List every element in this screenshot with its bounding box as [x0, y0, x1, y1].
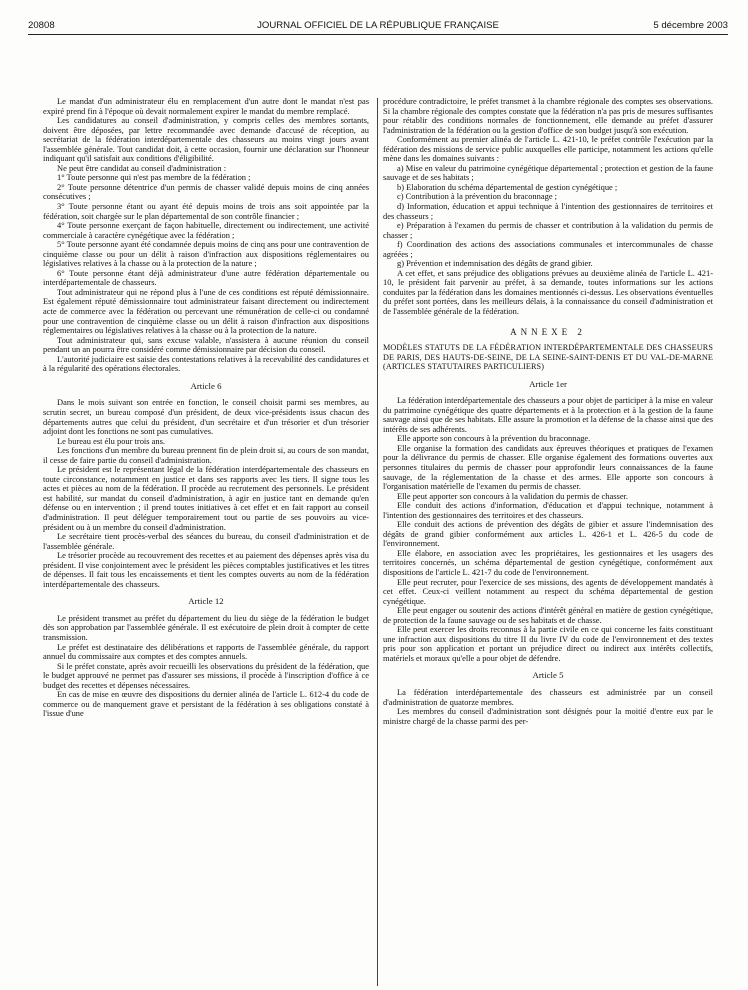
paragraph: c) Contribution à la prévention du braconnage ; [397, 191, 558, 202]
column-divider [377, 98, 378, 986]
paragraph: Elle peut recruter, pour l'exercice de ses missions, des agents de développement mandatés à cet effet. Ceux-ci veillent notamment au respect du schéma départemental de gestion cynégétique. [383, 576, 713, 606]
paragraph: Elle élabore, en association avec les propriétaires, les gestionnaires et les usagers des territoires concernés, un schéma départemental de gestion cynégétique, conformément aux dispositions de l'article L. 421-7 du code de l'environnement. [383, 547, 713, 578]
paragraph: 5° Toute personne ayant été condamnée depuis moins de cinq ans pour une contravention de cinquième classe ou pour un délit à raison d'infraction aux dispositions réglementaires ou législatives relatives à la chasse ou à la protection de la nature ; [43, 239, 369, 269]
paragraph: a) Mise en valeur du patrimoine cynégétique départemental ; protection et gestion de la faune sauvage et de ses habitats ; [383, 162, 713, 183]
paragraph: 1° Toute personne qui n'est pas membre de la fédération ; [57, 172, 251, 183]
paragraph: Elle conduit des actions de prévention des dégâts de gibier et assure l'indemnisation des dégâts de grand gibier conformément aux articles L. 426-1 et L. 426-5 du code de l'environnement. [383, 519, 713, 549]
paragraph: 3° Toute personne étant ou ayant été depuis moins de trois ans soit appointée par la fédération, soit chargée sur le plan départemental de son contrôle financier ; [43, 201, 369, 221]
paragraph: b) Elaboration du schéma départemental de gestion cynégétique ; [397, 181, 618, 192]
paragraph: Les membres du conseil d'administration sont désignés pour la moitié d'entre eux par le ministre chargé de la chasse parmi des per- [383, 706, 713, 726]
paragraph: d) Information, éducation et appui technique à l'intention des gestionnaires de territoires et des chasseurs ; [383, 201, 713, 221]
paragraph: e) Préparation à l'examen du permis de chasser et contribution à la validation du permis de chasser ; [383, 220, 713, 240]
left-column [43, 97, 369, 719]
paragraph: A cet effet, et sans préjudice des obligations prévues au deuxième alinéa de l'article L. 421-10, le président fait parvenir au préfet, à sa demande, toutes informations sur les actions conduites par la fédération dans les domaines mentionnés ci-dessus. Les observations éventuelles du préfet sont portées, dans les meilleurs délais, à la connaissance du conseil d'administration et de l'assemblée générale de la fédération. [383, 267, 713, 317]
paragraph: 2° Toute personne détentrice d'un permis de chasser validé depuis moins de cinq années consécutives ; [43, 181, 369, 202]
paragraph: Les fonctions d'un membre du bureau prennent fin de plein droit si, au cours de son mandat, il cesse de faire partie du conseil d'administration. [43, 445, 369, 465]
paragraph: Elle conduit des actions d'information, d'éducation et d'appui technique, notamment à l'intention des gestionnaires des territoires et des chasseurs. [383, 500, 713, 520]
article-heading: Article 1er [529, 378, 567, 389]
paragraph: g) Prévention et indemnisation des dégâts de grand gibier. [397, 258, 593, 269]
paragraph: Elle organise la formation des candidats aux épreuves théoriques et pratiques de l'examen pour la délivrance du permis de chasser. Elle organise également des formations ouvertes aux personnes titulaires du permis de chasser pour approfondir leurs connaissances de la faune sauvage, de la réglementation de la chasse et des armes. Elle apporte son concours à l'organisation matérielle de l'examen du permis de chasser. [383, 442, 713, 492]
paragraph: Le mandat d'un administrateur élu en remplacement d'un autre dont le mandat n'est pas expiré prend fin à l'époque où devait normalement expirer le mandat du membre remplacé. [43, 96, 369, 116]
paragraph: En cas de mise en œuvre des dispositions du dernier alinéa de l'article L. 612-4 du code de commerce ou de manquement grave et persistant de la fédération à ses obligations constaté à l'issue d'une [43, 689, 369, 719]
page-header [28, 20, 728, 34]
paragraph: Ne peut être candidat au conseil d'administration : [57, 162, 227, 173]
annex-title: MODÈLES STATUTS DE LA FÉDÉRATION INTERDÉPARTEMENTALE DES CHASSEURS DE PARIS, DES HAUTS-DE-SEINE, DE LA SEINE-SAINT-DENIS ET DU VAL-DE-MARNE (ARTICLES STATUTAIRES PARTICULIERS) [383, 343, 713, 372]
paragraph: Le bureau est élu pour trois ans. [57, 435, 166, 446]
paragraph: Les candidatures au conseil d'administration, y compris celles des membres sortants, doivent être déposées, par lettre recommandée avec demande d'accusé de réception, au secrétariat de la fédération interdépartementale des chasseurs au moins vingt jours avant l'assemblée générale. Tout candidat doit, à cette occasion, fournir une déclaration sur l'honneur indiquant qu'il satisfait aux conditions d'éligibilité. [43, 115, 369, 164]
paragraph: L'autorité judiciaire est saisie des contestations relatives à la recevabilité des candidatures et à la régularité des opérations électorales. [43, 353, 369, 374]
paragraph: 6° Toute personne étant déjà administrateur d'une autre fédération départementale ou interdépartementale de chasseurs. [43, 267, 369, 288]
paragraph: Dans le mois suivant son entrée en fonction, le conseil choisit parmi ses membres, au scrutin secret, un bureau composé d'un président, de deux vice-présidents issus chacun des départements autres que celui du président, d'un secrétaire et d'un trésorier et d'un trésorier adjoint dont les fonctions ne sont pas cumulatives. [43, 397, 369, 437]
paragraph: Elle apporte son concours à la prévention du braconnage. [397, 433, 591, 444]
article-heading: Article 6 [190, 380, 222, 391]
paragraph: Le trésorier procède au recouvrement des recettes et au paiement des dépenses après visa du président. Il vise conjointement avec le président les pièces comptables justificatives et les titres de dépenses. Il fait tous les encaissements et tient les comptes ouverts au nom de la fédération interdépartementale des chasseurs. [43, 550, 369, 589]
paragraph: Le président transmet au préfet du département du lieu du siège de la fédération le budget dès son approbation par l'assemblée générale. Il est exécutoire de plein droit à compter de cette transmission. [43, 612, 369, 642]
paragraph: La fédération interdépartementale des chasseurs a pour objet de participer à la mise en valeur du patrimoine cynégétique des quatre départements et à la protection et à la gestion de la faune sauvage ainsi que de ses habitats. Elle assure la promotion et la défense de la chasse ainsi que des intérêts de ses adhérents. [383, 395, 713, 434]
paragraph: Elle peut exercer les droits reconnus à la partie civile en ce qui concerne les faits constituant une infraction aux dispositions du titre II du livre IV du code de l'environnement et des textes pris pour son application et portant un préjudice direct ou indirect aux intérêts collectifs, matériels et moraux qu'elle a pour objet de défendre. [383, 624, 713, 663]
annex-heading: ANNEXE 2 [510, 326, 586, 337]
paragraph: Si le préfet constate, après avoir recueilli les observations du président de la fédération, que le budget approuvé ne permet pas d'assurer ses missions, il procède à l'inscription d'office à ce budget des recettes et dépenses nécessaires. [43, 660, 369, 690]
paragraph: 4° Toute personne exerçant de façon habituelle, directement ou indirectement, une activité commerciale à caractère cynégétique avec la fédération ; [43, 220, 369, 240]
paragraph: Elle peut apporter son concours à la validation du permis de chasser. [397, 490, 629, 501]
journal-title: JOURNAL OFFICIEL DE LA RÉPUBLIQUE FRANÇAISE [257, 20, 499, 31]
issue-date: 5 décembre 2003 [653, 20, 728, 31]
paragraph: Le préfet est destinataire des délibérations et rapports de l'assemblée générale, du rapport annuel du commissaire aux comptes et des comptes annuels. [43, 641, 369, 662]
paragraph: La fédération interdépartementale des chasseurs est administrée par un conseil d'administration de quatorze membres. [383, 687, 713, 707]
paragraph: Le président est le représentant légal de la fédération interdépartementale des chasseurs en toute circonstance, notamment en justice et dans ses rapports avec les tiers. Il signe tous les actes et pièces au nom de la fédération. Il procède au recrutement des personnels. Le président est habilité, sur mandat du conseil d'administration, à agir en justice tant en demande qu'en défense ou en intervention ; il prend toutes initiatives à cet effet et en fait rapport au conseil d'administration. Il peut déléguer temporairement tout ou partie de ses pouvoirs au vice-président ou à un membre du conseil d'administration. [43, 464, 369, 532]
right-column [383, 97, 713, 726]
page-number: 20808 [28, 20, 55, 31]
paragraph: procédure contradictoire, le préfet transmet à la chambre régionale des comptes ses observations. Si la chambre régionale des comptes constate que la fédération n'a pas pris de mesures suffisantes pour rétablir des conditions normales de fonctionnement, elle demande au préfet d'assurer l'administration de la fédération ou la gestion d'office de son budget jusqu'à son exécution. [383, 96, 713, 135]
paragraph: Conformément au premier alinéa de l'article L. 421-10, le préfet contrôle l'exécution par la fédération des missions de service public auxquelles elle participe, notamment les actions qu'elle mène dans les domaines suivants : [383, 134, 713, 164]
paragraph: Tout administrateur qui ne répond plus à l'une de ces conditions est réputé démissionnaire. Est également réputé démissionnaire tout administrateur faisant directement ou indirectement acte de commerce avec la fédération ou percevant une rémunération de celle-ci ou condamné pour une contravention de cinquième classe ou un délit à raison d'infraction aux dispositions réglementaires ou législatives relatives à la chasse ou à la protection de la nature. [43, 286, 369, 336]
paragraph: Tout administrateur qui, sans excuse valable, n'assistera à aucune réunion du conseil pendant un an pourra être considéré comme démissionnaire par décision du conseil. [43, 334, 369, 355]
paragraph: Elle peut engager ou soutenir des actions d'intérêt général en matière de gestion cynégétique, de protection de la faune sauvage ou de ses habitats et de chasse. [383, 605, 713, 625]
article-heading: Article 12 [188, 596, 224, 607]
article-heading: Article 5 [532, 670, 564, 681]
paragraph: f) Coordination des actions des associations communales et intercommunales de chasse agréées ; [383, 239, 713, 259]
paragraph: Le secrétaire tient procès-verbal des séances du bureau, du conseil d'administration et de l'assemblée générale. [43, 531, 369, 551]
header-rule [28, 34, 728, 35]
